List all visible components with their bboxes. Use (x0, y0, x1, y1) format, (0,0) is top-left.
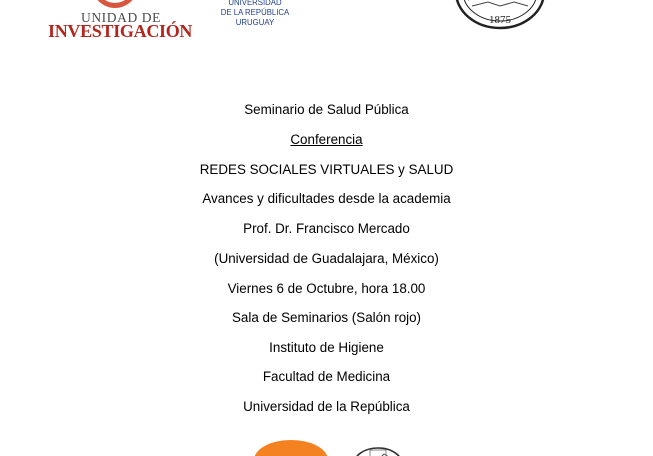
udelar-line-republica: DE LA REPÚBLICA (220, 8, 290, 17)
institute-name: Instituto de Higiene (269, 340, 384, 355)
seminar-series: Seminario de Salud Pública (244, 102, 409, 117)
logo-line-investigacion: INVESTIGACIÓN (48, 21, 193, 41)
unidad-investigacion-logo (0, 0, 200, 48)
conference-subtitle: Avances y dificultades desde la academia (202, 191, 451, 206)
event-datetime: Viernes 6 de Octubre, hora 18.00 (227, 281, 426, 296)
faculty-name: Facultad de Medicina (262, 369, 391, 384)
orange-logo-icon (254, 440, 328, 456)
logo-line-unidad: UNIDAD DE (80, 10, 161, 25)
logo-arc-icon (92, 0, 138, 8)
seal-year: 1875 (489, 14, 511, 26)
udelar-line-universidad: UNIVERSIDAD (228, 0, 282, 7)
speaker-name: Prof. Dr. Francisco Mercado (243, 221, 410, 236)
udelar-logo (210, 0, 300, 36)
speaker-affiliation: (Universidad de Guadalajara, México) (214, 251, 439, 266)
seal-icon (352, 446, 404, 456)
university-name: Universidad de la República (243, 399, 410, 414)
conference-title: REDES SOCIALES VIRTUALES y SALUD (199, 162, 454, 177)
event-type: Conferencia (290, 132, 363, 147)
udelar-line-uruguay: URUGUAY (235, 18, 275, 27)
event-room: Sala de Seminarios (Salón rojo) (231, 310, 422, 325)
